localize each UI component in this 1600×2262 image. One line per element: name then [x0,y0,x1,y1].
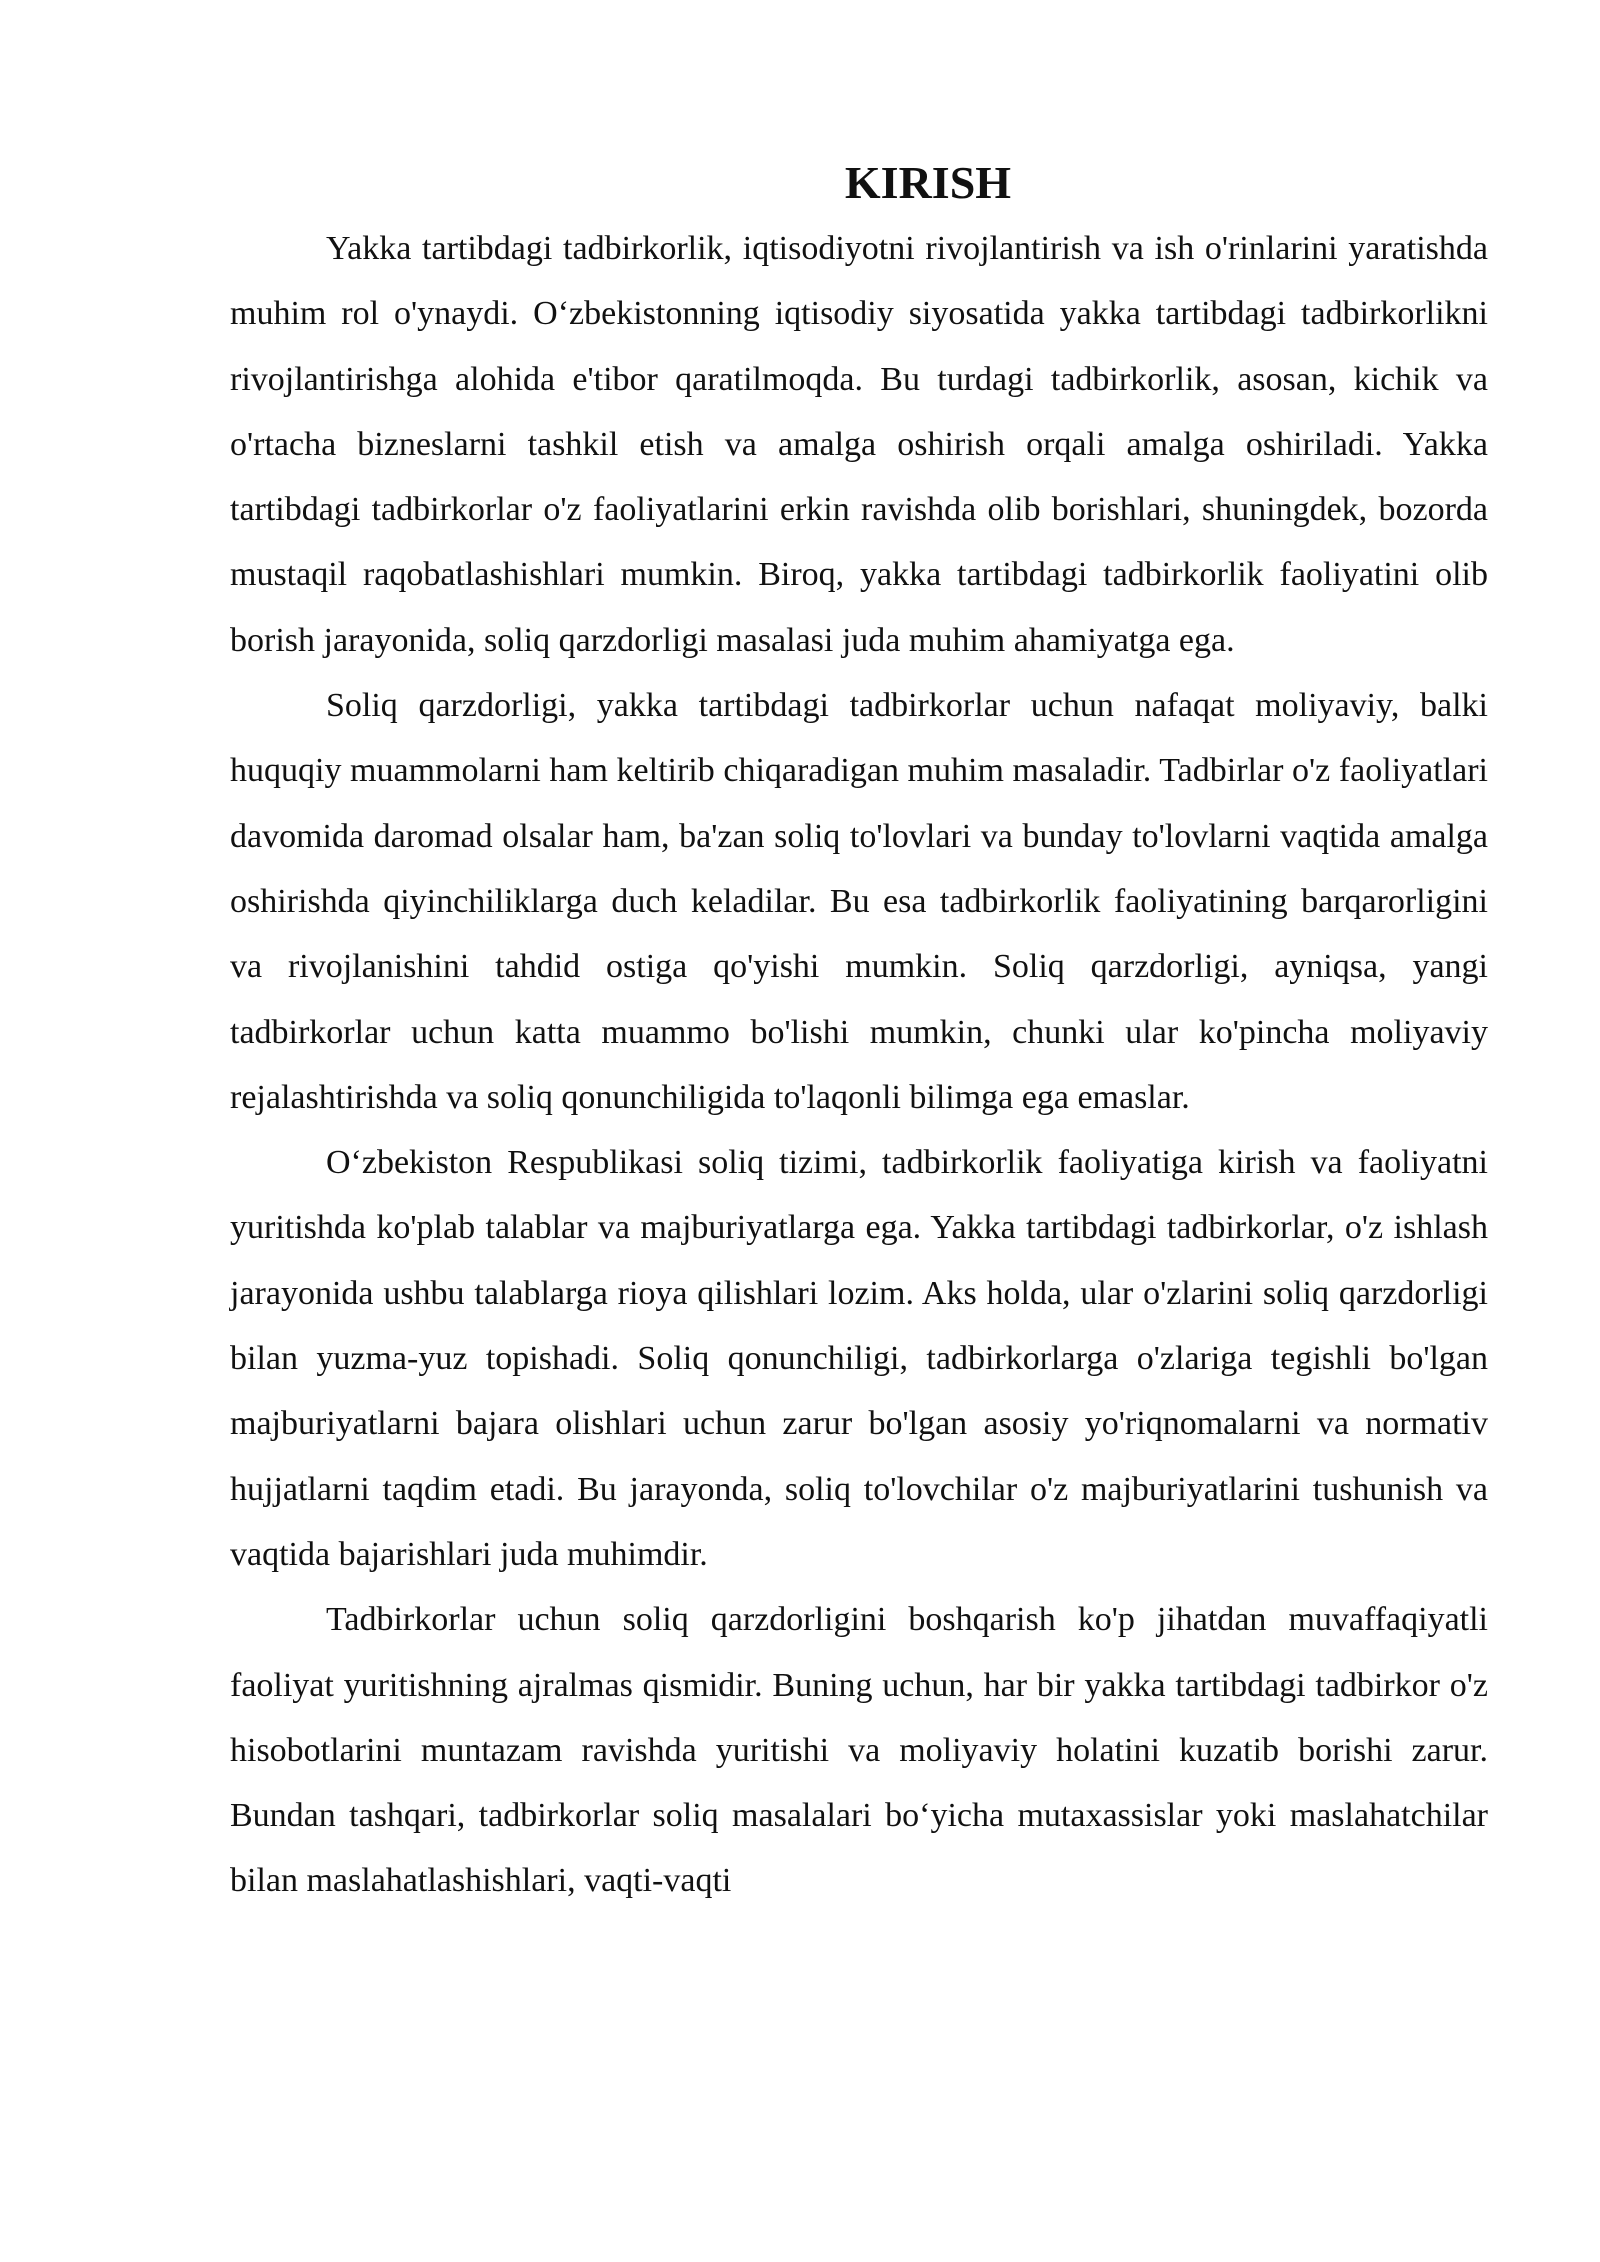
paragraph-2: Soliq qarzdorligi, yakka tartibdagi tadbirkorlar uchun nafaqat moliyaviy, balki huquqiy muammolarni ham keltirib chiqaradigan muhim masaladir. Tadbirlar o'z faoliyatlari davomida daromad olsalar ham, ba'zan soliq to'lovlari va bunday to'lovlarni vaqtida amalga oshirishda qiyinchiliklarga duch keladilar. Bu esa tadbirkorlik faoliyatining barqarorligini va rivojlanishini tahdid ostiga qo'yishi mumkin. Soliq qarzdorligi, ayniqsa, yangi tadbirkorlar uchun katta muammo bo'lishi mumkin, chunki ular ko'pincha moliyaviy rejalashtirishda va soliq qonunchiligida to'laqonli bilimga ega emaslar. [230,687,1488,1116]
document-body [230,150,1488,1914]
paragraph-1: Yakka tartibdagi tadbirkorlik, iqtisodiyotni rivojlantirish va ish o'rinlarini yaratishda muhim rol o'ynaydi. O‘zbekistonning iqtisodiy siyosatida yakka tartibdagi tadbirkorlikni rivojlantirishga alohida e'tibor qaratilmoqda. Bu turdagi tadbirkorlik, asosan, kichik va o'rtacha bizneslarni tashkil etish va amalga oshirish orqali amalga oshiriladi. Yakka tartibdagi tadbirkorlar o'z faoliyatlarini erkin ravishda olib borishlari, shuningdek, bozorda mustaqil raqobatlashishlari mumkin. Biroq, yakka tartibdagi tadbirkorlik faoliyatini olib borish jarayonida, soliq qarzdorligi masalasi juda muhim ahamiyatga ega. [230,230,1488,659]
paragraph-4: Tadbirkorlar uchun soliq qarzdorligini boshqarish ko'p jihatdan muvaffaqiyatli faoliyat yuritishning ajralmas qismidir. Buning uchun, har bir yakka tartibdagi tadbirkor o'z hisobotlarini muntazam ravishda yuritishi va moliyaviy holatini kuzatib borishi zarur. Bundan tashqari, tadbirkorlar soliq masalalari bo‘yicha mutaxassislar yoki maslahatchilar bilan maslahatlashishlari, vaqti-vaqti [230,1601,1488,1900]
page-title: KIRISH [844,157,1012,208]
paragraph-3: O‘zbekiston Respublikasi soliq tizimi, tadbirkorlik faoliyatiga kirish va faoliyatni yuritishda ko'plab talablar va majburiyatlarga ega. Yakka tartibdagi tadbirkorlar, o'z ishlash jarayonida ushbu talablarga rioya qilishlari lozim. Aks holda, ular o'zlarini soliq qarzdorligi bilan yuzma-yuz topishadi. Soliq qonunchiligi, tadbirkorlarga o'zlariga tegishli bo'lgan majburiyatlarni bajara olishlari uchun zarur bo'lgan asosiy yo'riqnomalarni va normativ hujjatlarni taqdim etadi. Bu jarayonda, soliq to'lovchilar o'z majburiyatlarini tushunish va vaqtida bajarishlari juda muhimdir. [230,1144,1488,1573]
